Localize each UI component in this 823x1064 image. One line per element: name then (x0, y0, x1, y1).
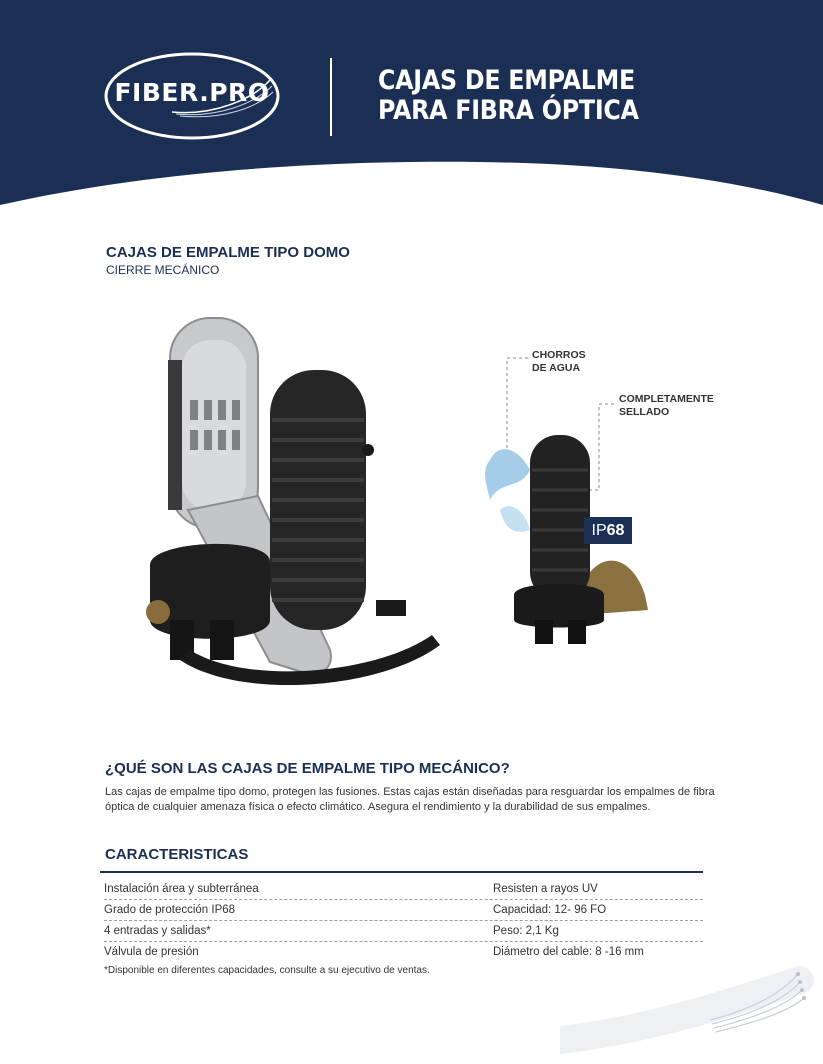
features-table (104, 879, 703, 962)
feature-right: Capacidad: 12- 96 FO (493, 904, 607, 916)
feature-right: Resisten a rayos UV (493, 883, 598, 895)
feature-left: Válvula de presión (104, 946, 199, 958)
callout-sealed-line2: SELLADO (619, 406, 670, 418)
features-title: CARACTERISTICAS (105, 846, 249, 863)
fiber-cable-decoration (560, 960, 823, 1064)
question-title: ¿QUÉ SON LAS CAJAS DE EMPALME TIPO MECÁNICO? (105, 760, 510, 777)
table-row (104, 921, 703, 942)
feature-left: 4 entradas y salidas* (104, 925, 211, 937)
callout-sealed-line1: COMPLETAMENTE (619, 393, 714, 405)
callout-water-line2: DE AGUA (532, 362, 581, 374)
ip-badge-prefix: IP (591, 522, 607, 539)
table-row (104, 879, 703, 900)
feature-left: Grado de protección IP68 (104, 904, 236, 916)
page-title-line1: CAJAS DE EMPALME (378, 65, 635, 96)
table-row (104, 900, 703, 921)
page-title-line2: PARA FIBRA ÓPTICA (378, 95, 639, 126)
ip68-badge (584, 517, 632, 544)
feature-left: Instalación área y subterránea (104, 883, 259, 895)
feature-right: Diámetro del cable: 8 -16 mm (493, 946, 644, 958)
feature-right: Peso: 2,1 Kg (493, 925, 559, 937)
ip-badge-number: 68 (606, 522, 625, 539)
table-row (104, 942, 703, 962)
callout-water-line1: CHORROS (532, 349, 586, 361)
product-title: CAJAS DE EMPALME TIPO DOMO (106, 244, 350, 261)
footnote: *Disponible en diferentes capacidades, consulte a su ejecutivo de ventas. (104, 965, 430, 976)
features-rule (100, 871, 703, 873)
logo-text: FIBER.PRO (114, 78, 270, 107)
product-subtitle: CIERRE MECÁNICO (106, 263, 220, 277)
question-body: Las cajas de empalme tipo domo, protegen las fusiones. Estas cajas están diseñadas para resguardar los empalmes de fibra óptica de cualquier amenaza física o efecto climático. Asegura el rendimiento y la durabilidad de sus empalmes. (105, 786, 715, 813)
